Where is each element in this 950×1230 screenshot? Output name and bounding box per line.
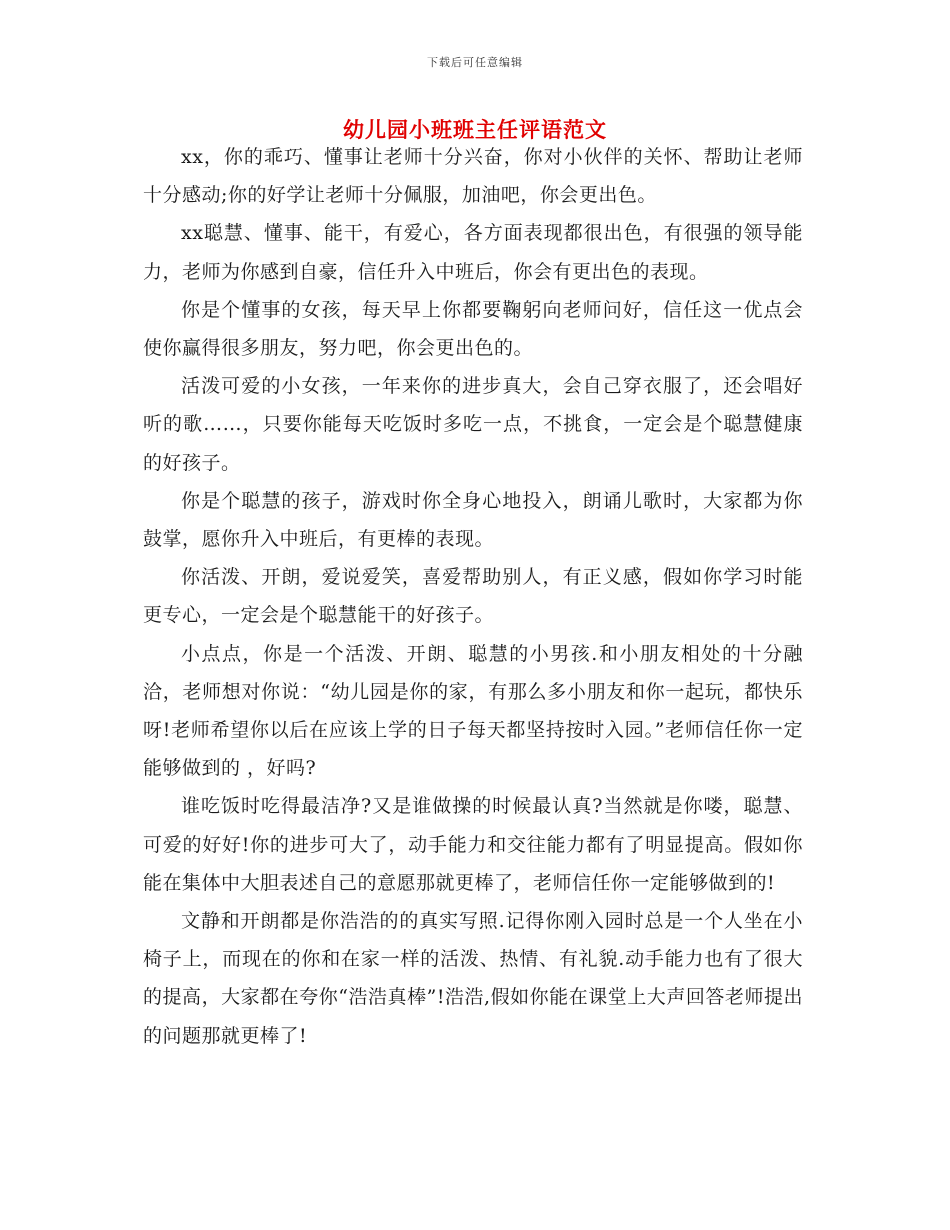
document-body xyxy=(143,138,803,1055)
paragraph-6: 你活泼、开朗，爱说爱笑，喜爱帮助别人，有正义感，假如你学习时能更专心，一定会是个聪慧能干的好孩子。 xyxy=(143,566,803,627)
paragraph-8: 谁吃饭时吃得最洁净?又是谁做操的时候最认真?当然就是你喽，聪慧、可爱的好好!你的进步可大了，动手能力和交往能力都有了明显提高。假如你能在集体中大胆表述自己的意愿那就更棒了，老师信任你一定能够做到的! xyxy=(143,795,803,894)
document-title: 幼儿园小班班主任评语范文 xyxy=(343,117,607,142)
paragraph-4: 活泼可爱的小女孩，一年来你的进步真大，会自己穿衣服了，还会唱好听的歌……，只要你能每天吃饭时多吃一点，不挑食，一定会是个聪慧健康的好孩子。 xyxy=(143,375,803,474)
paragraph-1: xx，你的乖巧、懂事让老师十分兴奋，你对小伙伴的关怀、帮助让老师十分感动;你的好学让老师十分佩服，加油吧，你会更出色。 xyxy=(143,146,803,207)
paragraph-2: xx聪慧、懂事、能干，有爱心，各方面表现都很出色，有很强的领导能力，老师为你感到自豪，信任升入中班后，你会有更出色的表现。 xyxy=(143,222,803,283)
paragraph-3: 你是个懂事的女孩，每天早上你都要鞠躬向老师问好，信任这一优点会使你赢得很多朋友，努力吧，你会更出色的。 xyxy=(143,298,803,360)
paragraph-5: 你是个聪慧的孩子，游戏时你全身心地投入，朗诵儿歌时，大家都为你鼓掌，愿你升入中班后，有更棒的表现。 xyxy=(143,489,803,551)
header-note: 下载后可任意编辑 xyxy=(427,56,523,69)
paragraph-7: 小点点，你是一个活泼、开朗、聪慧的小男孩.和小朋友相处的十分融洽，老师想对你说：“幼儿园是你的家，有那么多小朋友和你一起玩，都快乐呀!老师希望你以后在应该上学的日子每天都坚持按时入园。”老师信任你一定能够做到的 ，好吗? xyxy=(143,642,803,780)
paragraph-9: 文静和开朗都是你浩浩的的真实写照.记得你刚入园时总是一个人坐在小椅子上，而现在的你和在家一样的活泼、热情、有礼貌.动手能力也有了很大的提高，大家都在夸你“浩浩真棒”!浩浩,假如你能在课堂上大声回答老师提出的问题那就更棒了! xyxy=(143,910,803,1047)
